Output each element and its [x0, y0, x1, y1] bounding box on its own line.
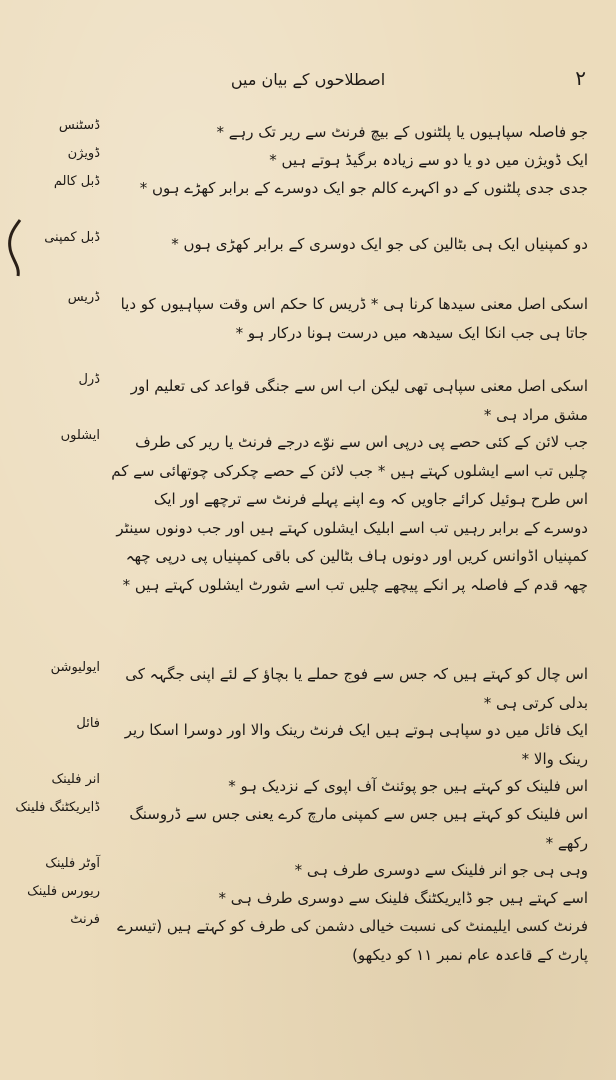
entry-definition: دو کمپنیاں ایک ہی بٹالین کی جو ایک دوسری کے برابر کھڑی ہوں *	[171, 235, 588, 253]
entry-definition: ایک فائل میں دو سپاہی ہوتے ہیں ایک فرنٹ رینک والا اور دوسرا اسکا ریر رینک والا *	[124, 721, 588, 768]
entry-definition: وہی ہی جو انر فلینک سے دوسری طرف ہی *	[294, 861, 588, 879]
entry-definition: اسکی اصل معنی سپاہی تھی لیکن اب اس سے جنگی قواعد کی تعلیم اور مشق مراد ہی *	[130, 377, 588, 424]
glossary-entry-division	[0, 146, 616, 169]
entry-definition: اسے کہتے ہیں جو ڈایریکٹنگ فلینک سے دوسری طرف ہی *	[218, 889, 588, 907]
entry-term: ڈبل کمپنی	[44, 230, 100, 245]
entry-definition: جدی جدی پلٹنوں کے دو اکہرے کالم جو ایک دوسرے کے برابر کھڑے ہوں *	[139, 179, 588, 197]
entry-definition: ایک ڈویژن میں دو یا دو سے زیادہ برگیڈ ہوتے ہیں *	[269, 151, 588, 169]
glossary-entry-outer-flank	[0, 856, 616, 879]
glossary-entry-reverse-flank	[0, 884, 616, 907]
glossary-entry-dress	[0, 290, 616, 342]
entry-term: ڈویژن	[67, 146, 100, 161]
glossary-entry-echelon	[0, 428, 616, 594]
entry-term: ریورس فلینک	[27, 884, 100, 899]
entry-term: ایشلوں	[60, 428, 100, 443]
entry-definition: اس فلینک کو کہتے ہیں جس سے کمپنی مارچ کرے یعنی جس سے ڈروسنگ رکھے *	[129, 805, 588, 852]
entry-term: ایولیوشن	[50, 660, 100, 675]
glossary-entry-double-company	[0, 230, 616, 253]
entry-term: ڈریس	[67, 290, 100, 305]
entry-term: ڈبل کالم	[53, 174, 100, 189]
margin-ink-mark	[0, 218, 28, 278]
entry-term: فائل	[76, 716, 100, 731]
entry-term: ڈایریکٹنگ فلینک	[15, 800, 100, 815]
glossary-entry-front	[0, 912, 616, 964]
page-number: ۲	[575, 66, 586, 90]
entry-term: ڈرل	[78, 372, 100, 387]
entry-term: انر فلینک	[51, 772, 100, 787]
entry-definition: اسکی اصل معنی سیدھا کرنا ہی * ڈریس کا حکم اس وقت سپاہیوں کو دیا جاتا ہی جب انکا ایک سیدھہ میں درست ہونا درکار ہو *	[120, 295, 588, 342]
entry-term: ڈسٹنس	[58, 118, 100, 133]
entry-definition: اس فلینک کو کہتے ہیں جو پوئنٹ آف اپوی کے نزدیک ہو *	[228, 777, 588, 795]
glossary-entry-file	[0, 716, 616, 768]
glossary-entry-directing-flank	[0, 800, 616, 852]
entry-definition: اس چال کو کہتے ہیں کہ جس سے فوج حملے یا بچاؤ کے لئے اپنی جگہہ کی بدلی کرتی ہی *	[125, 665, 588, 712]
entry-term: فرنٹ	[70, 912, 100, 927]
glossary-entry-inner-flank	[0, 772, 616, 795]
glossary-entry-double-column	[0, 174, 616, 197]
glossary-entry-drill	[0, 372, 616, 424]
glossary-entry-distance	[0, 118, 616, 141]
running-head: اصطلاحوں کے بیان میں	[230, 70, 386, 89]
entry-term: آوٹر فلینک	[45, 856, 100, 871]
entry-definition: جب لائن کے کئی حصے پی درپی اس سے نوّے درجے فرنٹ یا ریر کی طرف چلیں تب اسے ایشلوں کہتے ہیں * جب لائن کے حصے چکرکی چوتھائی سے کم اس طرح ہوئیل کرائے جاویں کہ وے اپنے پہلے فرنٹ سے ترچھے اور ایک دوسرے کے برابر رہیں تب اسے ابلیک ایشلوں کہتے ہیں اور جب دونوں سینٹر کمپنیاں اڈوانس کریں اور دونوں ہاف بٹالین کی باقی کمپنیاں پی درپی چھہ چھہ قدم کے فاصلہ پر انکے پیچھے چلیں تب اسے شورٹ ایشلوں کہتے ہیں *	[111, 433, 588, 594]
entry-definition: فرنٹ کسی ایلیمنٹ کی نسبت خیالی دشمن کی طرف کو کہتے ہیں (تیسرے پارٹ کے قاعدہ عام نمبر ۱۱ کو دیکھو)	[117, 917, 588, 964]
entry-definition: جو فاصلہ سپاہیوں یا پلٹنوں کے بیچ فرنٹ سے ریر تک رہے *	[216, 123, 588, 141]
glossary-entry-evolution	[0, 660, 616, 712]
